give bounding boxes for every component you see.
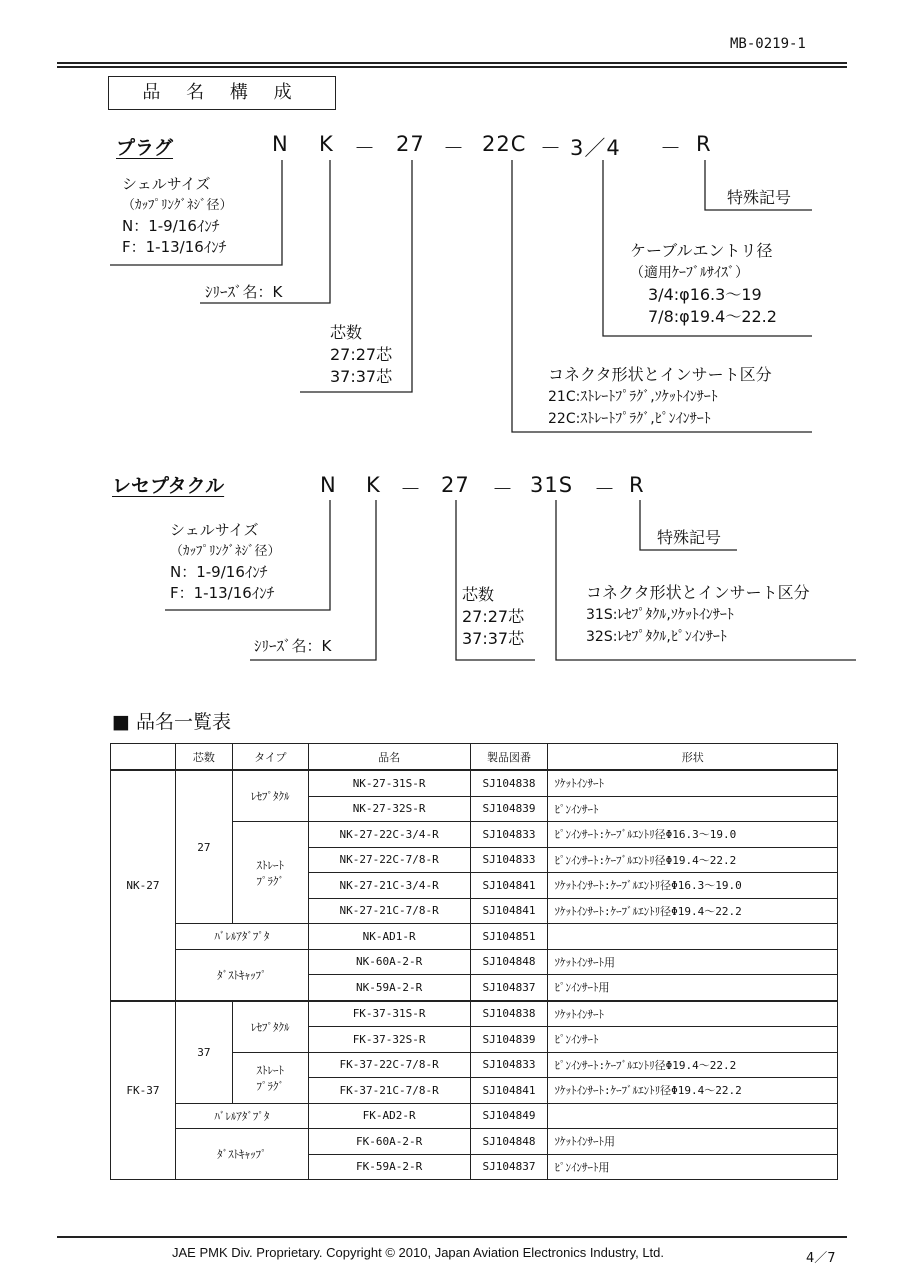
shape-cell (548, 924, 838, 950)
drawing-number-cell: SJ104839 (470, 1027, 548, 1053)
footer-rule (57, 1236, 847, 1238)
drawing-number-cell: SJ104841 (470, 1078, 548, 1104)
type-cell: ﾊﾞﾚﾙｱﾀﾞﾌﾟﾀ (175, 924, 308, 950)
table-header-row (111, 744, 838, 771)
drawing-number-cell: SJ104851 (470, 924, 548, 950)
plug-shell-notes: シェルサイズ （ｶｯﾌﾟﾘﾝｸﾞﾈｼﾞ径） N：1-9/16ｲﾝﾁ F：1-13/16ｲﾝﾁ (122, 175, 233, 256)
part-name-cell: FK-37-32S-R (308, 1027, 470, 1053)
series-cell: NK-27 (111, 770, 176, 1001)
table-row (111, 1129, 838, 1155)
type-cell: ﾀﾞｽﾄｷｬｯﾌﾟ (175, 949, 308, 1001)
shape-cell: ｿｹｯﾄｲﾝｻｰﾄ用 (548, 1129, 838, 1155)
part-name-cell: FK-AD2-R (308, 1103, 470, 1129)
shape-cell: ｿｹｯﾄｲﾝｻｰﾄ (548, 1001, 838, 1027)
drawing-number-cell: SJ104833 (470, 822, 548, 848)
part-name-cell: FK-59A-2-R (308, 1154, 470, 1180)
rec-shell-notes: シェルサイズ （ｶｯﾌﾟﾘﾝｸﾞﾈｼﾞ径） N：1-9/16ｲﾝﾁ F：1-13/16ｲﾝﾁ (170, 521, 281, 602)
rec-cores: 芯数 27:27芯 37:37芯 (462, 585, 525, 648)
header-cell: 製品図番 (470, 744, 548, 771)
drawing-number-cell: SJ104837 (470, 1154, 548, 1180)
plug-connector-type: コネクタ形状とインサート区分 21C:ｽﾄﾚｰﾄﾌﾟﾗｸﾞ,ｿｹｯﾄｲﾝｻｰﾄ 22C:ｽﾄﾚｰﾄﾌﾟﾗｸﾞ,ﾋﾟﾝｲﾝｻｰﾄ (548, 365, 772, 427)
part-name-cell: NK-27-31S-R (308, 770, 470, 796)
drawing-number-cell: SJ104837 (470, 975, 548, 1001)
drawing-number-cell: SJ104848 (470, 949, 548, 975)
shape-cell: ﾋﾟﾝｲﾝｻｰﾄ (548, 1027, 838, 1053)
drawing-number-cell: SJ104839 (470, 796, 548, 822)
shape-cell (548, 1103, 838, 1129)
rec-code-cores: 27 (441, 473, 470, 497)
plug-code-n: N (272, 132, 289, 156)
document-number: MB-0219-1 (730, 36, 806, 52)
drawing-number-cell: SJ104838 (470, 1001, 548, 1027)
part-name-cell: FK-37-21C-7/8-R (308, 1078, 470, 1104)
header-cell: タイプ (232, 744, 308, 771)
plug-series: ｼﾘｰｽﾞ名：K (205, 283, 283, 301)
drawing-number-cell: SJ104848 (470, 1129, 548, 1155)
rec-code-dash1: － (400, 477, 422, 501)
part-name-cell: NK-27-32S-R (308, 796, 470, 822)
drawing-number-cell: SJ104841 (470, 873, 548, 899)
shape-cell: ﾋﾟﾝｲﾝｻｰﾄ:ｹｰﾌﾞﾙｴﾝﾄﾘ径Φ19.4～22.2 (548, 1052, 838, 1078)
table-row (111, 924, 838, 950)
shape-cell: ﾋﾟﾝｲﾝｻｰﾄ (548, 796, 838, 822)
part-name-cell: FK-60A-2-R (308, 1129, 470, 1155)
header-cell (111, 744, 176, 771)
rec-special-code: 特殊記号 (657, 528, 722, 547)
rec-code-type: 31S (530, 473, 574, 497)
plug-special-code: 特殊記号 (727, 188, 792, 207)
rec-series: ｼﾘｰｽﾞ名：K (254, 637, 332, 655)
shape-cell: ｿｹｯﾄｲﾝｻｰﾄ (548, 770, 838, 796)
shape-cell: ﾋﾟﾝｲﾝｻｰﾄ:ｹｰﾌﾞﾙｴﾝﾄﾘ径Φ19.4～22.2 (548, 847, 838, 873)
plug-code-k: K (319, 132, 334, 156)
plug-code-dash3: － (540, 136, 562, 160)
type-cell: ﾊﾞﾚﾙｱﾀﾞﾌﾟﾀ (175, 1103, 308, 1129)
drawing-number-cell: SJ104849 (470, 1103, 548, 1129)
part-name-cell: NK-27-21C-7/8-R (308, 898, 470, 924)
shape-cell: ﾋﾟﾝｲﾝｻｰﾄ:ｹｰﾌﾞﾙｴﾝﾄﾘ径Φ16.3～19.0 (548, 822, 838, 848)
header-cell: 芯数 (175, 744, 232, 771)
drawing-number-cell: SJ104833 (470, 847, 548, 873)
shape-cell: ｿｹｯﾄｲﾝｻｰﾄ:ｹｰﾌﾞﾙｴﾝﾄﾘ径Φ19.4～22.2 (548, 898, 838, 924)
part-name-cell: NK-60A-2-R (308, 949, 470, 975)
plug-code-r: R (696, 132, 712, 156)
rec-code-dash2: － (492, 477, 514, 501)
part-name-cell: NK-AD1-R (308, 924, 470, 950)
shape-cell: ｿｹｯﾄｲﾝｻｰﾄ:ｹｰﾌﾞﾙｴﾝﾄﾘ径Φ19.4～22.2 (548, 1078, 838, 1104)
type-cell: ﾚｾﾌﾟﾀｸﾙ (232, 1001, 308, 1053)
shape-cell: ｿｹｯﾄｲﾝｻｰﾄ用 (548, 949, 838, 975)
list-title: ■ 品名一覧表 (112, 711, 231, 733)
copyright-text: JAE PMK Div. Proprietary. Copyright © 2010, Japan Aviation Electronics Industry, Ltd. (172, 1245, 665, 1260)
page-number: 4／7 (806, 1251, 836, 1266)
rec-connector-type: コネクタ形状とインサート区分 31S:ﾚｾﾌﾟﾀｸﾙ,ｿｹｯﾄｲﾝｻｰﾄ 32S:ﾚｾﾌﾟﾀｸﾙ,ﾋﾟﾝｲﾝｻｰﾄ (586, 583, 810, 645)
part-name-cell: NK-27-22C-3/4-R (308, 822, 470, 848)
part-name-cell: FK-37-22C-7/8-R (308, 1052, 470, 1078)
rec-code-k: K (366, 473, 381, 497)
drawing-number-cell: SJ104841 (470, 898, 548, 924)
part-name-cell: NK-27-21C-3/4-R (308, 873, 470, 899)
series-cell: FK-37 (111, 1001, 176, 1180)
receptacle-label: レセプタクル (112, 475, 225, 497)
part-name-cell: FK-37-31S-R (308, 1001, 470, 1027)
table-row (111, 1001, 838, 1027)
section-title: 品 名 構 成 (108, 76, 336, 110)
plug-code-dash1: － (354, 136, 376, 160)
header-cell: 形状 (548, 744, 838, 771)
rec-code-n: N (320, 473, 337, 497)
shape-cell: ｿｹｯﾄｲﾝｻｰﾄ:ｹｰﾌﾞﾙｴﾝﾄﾘ径Φ16.3～19.0 (548, 873, 838, 899)
plug-code-dash4: － (660, 136, 682, 160)
product-list-table (110, 743, 838, 1180)
part-name-cell: NK-59A-2-R (308, 975, 470, 1001)
shape-cell: ﾋﾟﾝｲﾝｻｰﾄ用 (548, 1154, 838, 1180)
type-cell: ｽﾄﾚｰﾄ ﾌﾟﾗｸﾞ (232, 822, 308, 924)
part-name-cell: NK-27-22C-7/8-R (308, 847, 470, 873)
plug-code-cable: 3／4 (570, 136, 621, 160)
rec-code-dash3: － (594, 477, 616, 501)
type-cell: ﾚｾﾌﾟﾀｸﾙ (232, 770, 308, 822)
shape-cell: ﾋﾟﾝｲﾝｻｰﾄ用 (548, 975, 838, 1001)
table-row (111, 949, 838, 975)
table-row (111, 1103, 838, 1129)
plug-label: プラグ (116, 137, 174, 159)
plug-code-cores: 27 (396, 132, 425, 156)
rec-code-r: R (629, 473, 645, 497)
cores-cell: 37 (175, 1001, 232, 1104)
cores-cell: 27 (175, 770, 232, 924)
plug-code-dash2: － (443, 136, 465, 160)
type-cell: ｽﾄﾚｰﾄ ﾌﾟﾗｸﾞ (232, 1052, 308, 1103)
plug-cores: 芯数 27:27芯 37:37芯 (330, 323, 393, 386)
drawing-number-cell: SJ104838 (470, 770, 548, 796)
plug-code-type: 22C (482, 132, 527, 156)
header-cell: 品名 (308, 744, 470, 771)
drawing-number-cell: SJ104833 (470, 1052, 548, 1078)
table-row (111, 770, 838, 796)
type-cell: ﾀﾞｽﾄｷｬｯﾌﾟ (175, 1129, 308, 1180)
plug-cable-entry: ケーブルエントリ径 （適用ｹｰﾌﾞﾙｻｲｽﾞ） 3/4:φ16.3～19 7/8:φ19.4～22.2 (630, 241, 777, 326)
